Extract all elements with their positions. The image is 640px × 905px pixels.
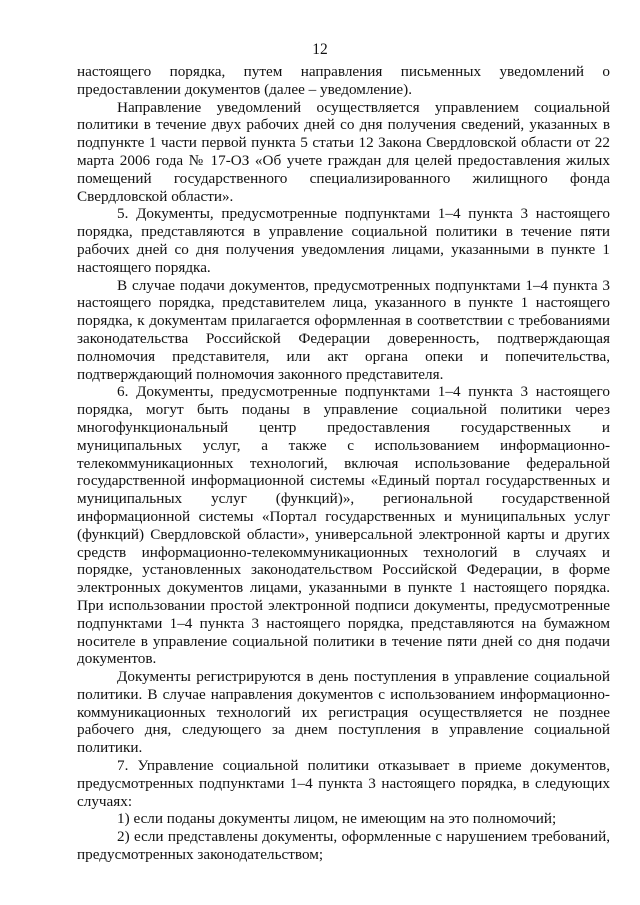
paragraph-subitem-1: 1) если поданы документы лицом, не имеющим на это полномочий; xyxy=(117,810,557,828)
paragraph-representative: В случае подачи документов, предусмотренных подпунктами 1–4 пункта 3 настоящего порядка, представителем лица, указанного в пункте 1 настоящего порядка, к документам прилагается оформленная в соответствии с требованиями законодательства Российской Федерации доверенность, подтверждающая полномочия представителя, или акт органа опеки и попечительства, подтверждающий полномочия законного представителя. xyxy=(77,276,610,383)
paragraph-subitem-2: 2) если представлены документы, оформленные с нарушением требований, предусмотренных законодательством; xyxy=(77,828,610,864)
paragraph-continuation: настоящего порядка, путем направления письменных уведомлений о предоставлении документов (далее – уведомление). xyxy=(77,63,610,98)
paragraph-item-6: 6. Документы, предусмотренные подпунктами 1–4 пункта 3 настоящего порядка, могут быть поданы в управление социальной политики через многофункциональный центр предоставления государственных и муниципальных услуг, а также с использованием информационно-телекоммуникационных технологий, включая использование федеральной государственной информационной системы «Единый портал государственных и муниципальных услуг (функций)», региональной государственной информационной системы «Портал государственных и муниципальных услуг (функций) Свердловской области», универсальной электронной карты и других средств информационно-телекоммуникационных технологий в случаях и порядке, установленных законодательством Российской Федерации, в форме электронных документов лицами, указанными в пункте 1 настоящего порядка. При использовании простой электронной подписи документы, предусмотренные подпунктами 1–4 пункта 3 настоящего порядка, представляются на бумажном носителе в управление социальной политики в течение пяти дней со дня подачи документов. xyxy=(77,383,610,668)
paragraph-item-5: 5. Документы, предусмотренные подпунктами 1–4 пункта 3 настоящего порядка, представляются в управление социальной политики в течение пяти рабочих дней со дня получения уведомления лицами, указанными в пункте 1 настоящего порядка. xyxy=(77,205,610,276)
paragraph-registration: Документы регистрируются в день поступления в управление социальной политики. В случае направления документов с использованием информационно-коммуникационных технологий их регистрация осуществляется не позднее рабочего дня, следующего за днем поступления в управление социальной политики. xyxy=(77,668,610,757)
paragraph-notification-procedure: Направление уведомлений осуществляется управлением социальной политики в течение двух рабочих дней со дня получения сведений, указанных в подпункте 1 части первой пункта 5 статьи 12 Закона Свердловской области от 22 марта 2006 года № 17-ОЗ «Об учете граждан для целей предоставления жилых помещений государственного специализированного жилищного фонда Свердловской области». xyxy=(77,98,610,205)
page-number: 12 xyxy=(312,41,328,58)
paragraph-item-7: 7. Управление социальной политики отказывает в приеме документов, предусмотренных подпунктами 1–4 пункта 3 настоящего порядка, в следующих случаях: xyxy=(77,757,610,810)
document-body xyxy=(77,63,610,864)
